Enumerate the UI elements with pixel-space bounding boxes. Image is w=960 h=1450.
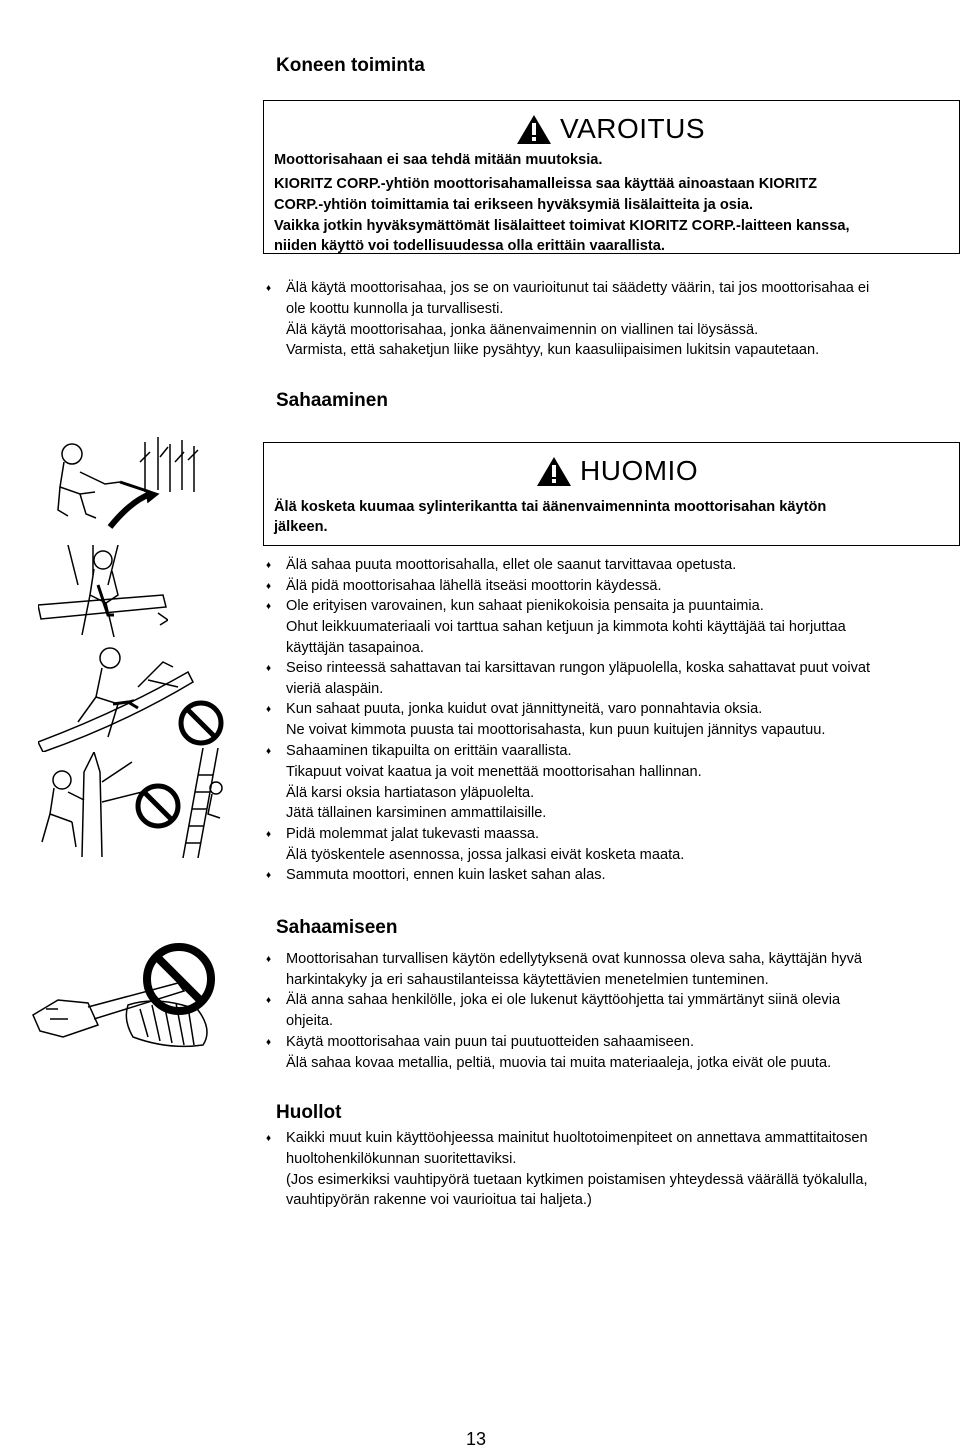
bullet-icon: ♦ <box>266 1037 272 1048</box>
warning-text: niiden käyttö voi todellisuudessa olla erittäin vaarallista. <box>274 238 665 254</box>
bullet-icon: ♦ <box>266 1133 272 1144</box>
caution-text: Älä kosketa kuumaa sylinterikantta tai äänenvaimenninta moottorisahan käytön <box>274 499 827 515</box>
list-item: Sammuta moottori, ennen kuin lasket sahan alas. <box>286 867 606 883</box>
list-item: Kun sahaat puuta, jonka kuidut ovat jännittyneitä, varo ponnahtavia oksia. Ne voivat kimmota puusta tai moottorisahasta, kun puun kuitujen jännitys vapautuu. <box>286 701 826 738</box>
bullet-icon: ♦ <box>266 995 272 1006</box>
list-item: Seiso rinteessä sahattavan tai karsittavan rungon yläpuolella, koska sahattavat puut voivat vieriä alaspäin. <box>286 660 871 697</box>
list-item: Pidä molemmat jalat tukevasti maassa. Älä työskentele asennossa, jossa jalkasi eivät kosketa maata. <box>286 826 685 863</box>
list-item: Sahaaminen tikapuilta on erittäin vaarallista. Tikapuut voivat kaatua ja voit menettää moottorisahan hallinnan. Älä karsi oksia hartiatason yläpuolelta. Jätä tällainen karsiminen ammattilaisille. <box>286 743 702 822</box>
list-item: Kaikki muut kuin käyttöohjeessa mainitut huoltotoimenpiteet on annettava ammattitaitosen huoltohenkilökunnan suoritettaviksi. (Jos esimerkiksi vauhtipyörä tuetaan kytkimen poistamisen yhteydessä väärällä työkalulla, vauhtipyörän rakenne voi vaurioitua tai haljeta.) <box>286 1130 868 1209</box>
section-title-sawing: Sahaaminen <box>276 390 388 411</box>
warning-text: Vaikka jotkin hyväksymättömät lisälaitteet toimivat KIORITZ CORP.-laitteen kanssa, <box>274 218 850 234</box>
list-item: Älä anna sahaa henkilölle, joka ei ole lukenut käyttöohjetta tai ymmärtänyt siinä olevia ohjeita. <box>286 992 841 1029</box>
warning-triangle-icon <box>536 456 572 487</box>
warning-text: KIORITZ CORP.-yhtiön moottorisahamalleissa saa käyttää ainoastaan KIORITZ <box>274 176 818 192</box>
warning-title: VAROITUS <box>560 113 706 144</box>
list-item: Ole erityisen varovainen, kun sahaat pienikokoisia pensaita ja puuntaimia. Ohut leikkuumateriaali voi tarttua sahan ketjuun ja kimmota kohti käyttäjää tai horjuttaa käyttäjän tasapainoa. <box>286 598 846 656</box>
bullet-icon: ♦ <box>266 581 272 592</box>
list-item: Älä sahaa puuta moottorisahalla, ellet ole saanut tarvittavaa opetusta. <box>286 557 737 573</box>
log-sawing-illustration <box>38 545 168 645</box>
page-number: 13 <box>466 1429 487 1449</box>
prohibited-sign-icon <box>178 700 224 746</box>
limbing-illustration <box>38 642 198 752</box>
caution-text: jälkeen. <box>274 519 328 535</box>
list-item: Älä käytä moottorisahaa, jos se on vaurioitunut tai säädetty väärin, tai jos moottorisahaa ei ole koottu kunnolla ja turvallisesti. Älä käytä moottorisahaa, jonka äänenvaimennin on viallinen tai löysässä. Varmista, että sahaketjun liike pysähtyy, kun kaasuliipaisimen lukitsin vapautetaan. <box>286 280 870 359</box>
bullet-icon: ♦ <box>266 746 272 757</box>
list-item: Älä pidä moottorisahaa lähellä itseäsi moottorin käydessä. <box>286 578 662 594</box>
prohibited-sign-icon <box>141 941 217 1017</box>
bush-cutting-illustration <box>50 432 210 532</box>
bullet-icon: ♦ <box>266 870 272 881</box>
caution-box <box>263 442 960 546</box>
bullet-icon: ♦ <box>266 560 272 571</box>
bullet-icon: ♦ <box>266 829 272 840</box>
section-title-operation: Koneen toiminta <box>276 55 425 76</box>
tree-climbing-illustration <box>32 752 152 857</box>
list-item: Käytä moottorisahaa vain puun tai puutuotteiden sahaamiseen. Älä sahaa kovaa metallia, peltiä, muovia tai muita materiaaleja, jotka eivät ole puuta. <box>286 1034 832 1071</box>
section-title-cutting: Sahaamiseen <box>276 917 398 938</box>
ladder-illustration <box>178 748 228 858</box>
bullet-icon: ♦ <box>266 283 272 294</box>
bullet-icon: ♦ <box>266 601 272 612</box>
bullet-icon: ♦ <box>266 954 272 965</box>
warning-heading <box>516 113 705 145</box>
warning-text: CORP.-yhtiön toimittamia tai erikseen hyväksymiä lisälaitteita ja osia. <box>274 197 754 213</box>
caution-heading <box>536 455 698 487</box>
list-item: Moottorisahan turvallisen käytön edellytyksenä ovat kunnossa oleva saha, käyttäjän hyvä harkintakyky ja eri sahaustilanteissa käytettävien menetelmien tunteminen. <box>286 951 862 988</box>
warning-box <box>263 100 960 254</box>
prohibited-sign-icon <box>135 783 181 829</box>
warning-triangle-icon <box>516 114 552 145</box>
bullet-icon: ♦ <box>266 663 272 674</box>
caution-title: HUOMIO <box>580 455 699 486</box>
section-title-maintenance: Huollot <box>276 1102 342 1123</box>
warning-text: Moottorisahaan ei saa tehdä mitään muutoksia. <box>274 152 603 168</box>
bullet-icon: ♦ <box>266 704 272 715</box>
